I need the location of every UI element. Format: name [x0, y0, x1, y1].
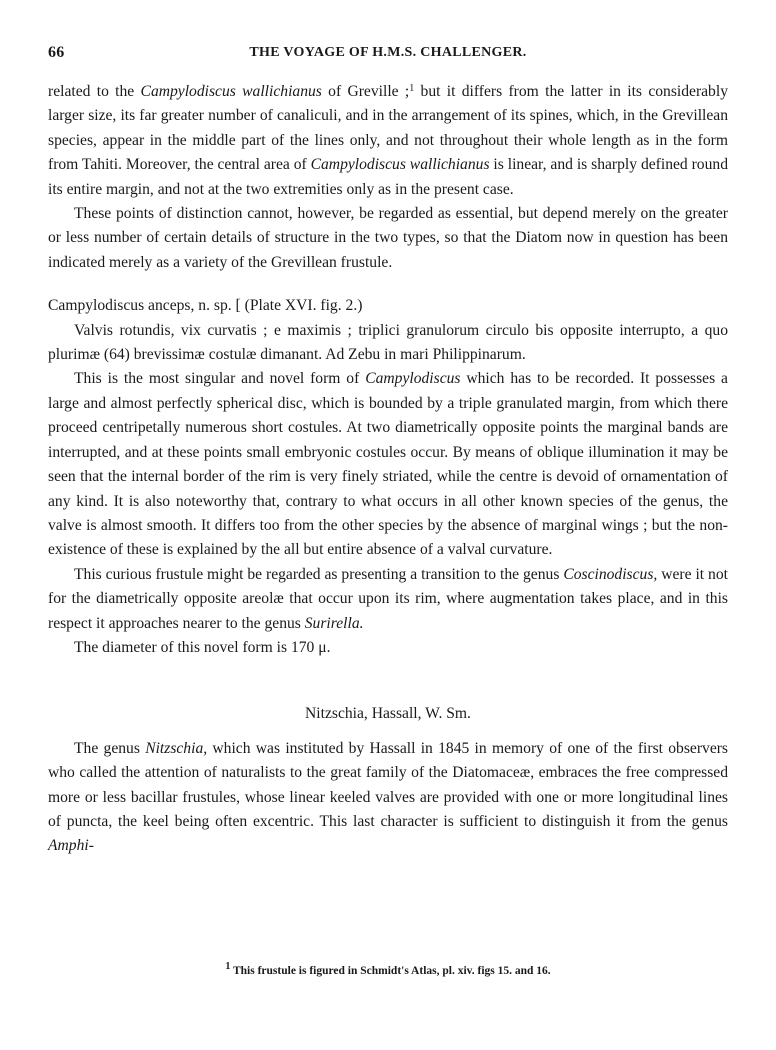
genus-name: Surirella.	[304, 614, 364, 632]
paragraph-transition	[48, 563, 728, 636]
genus-name: Coscinodiscus,	[563, 565, 658, 583]
text-run: is linear, and is sharply defined round its entire margin, and not at the two extremities only as in the present case.	[48, 156, 728, 198]
running-title: THE VOYAGE OF H.M.S. CHALLENGER.	[249, 45, 527, 60]
genus-heading: Nitzschia, Hassall, W. Sm.	[305, 705, 471, 723]
species-heading: Campylodiscus anceps, n. sp. [ (Plate XVI. fig. 2.)	[48, 297, 363, 315]
paragraph-distinction: These points of distinction cannot, however, be regarded as essential, but depend merely on the greater or less number of certain details of structure in the two types, so that the Diatom now in question has been indicated merely as a variety of the Grevillean frustule.	[48, 205, 728, 271]
text-run: This curious frustule might be regarded as presenting a transition to the genus	[74, 565, 564, 583]
text-run: which has to be recorded. It possesses a large and almost perfectly spherical disc, which is bounded by a triple granulated margin, from which there proceed centripetally numerous short costules. At two diametrically opposite points the marginal bands are interrupted, and at these points small embryonic costules occur. By means of oblique illumination it may be seen that the internal border of the rim is very finely striated, while the centre is devoid of ornamentation of any kind. It is also noteworthy that, contrary to what occurs in all other known species of the genus, the valve is almost smooth. It differs too from the other species by the absence of marginal wings ; but the non-existence of these is explained by the all but entire absence of a valval curvature.	[48, 370, 728, 559]
paragraph-diameter: The diameter of this novel form is 170 μ.	[74, 638, 331, 656]
footnote	[0, 961, 776, 977]
footnote-text: This frustule is figured in Schmidt's Atlas, pl. xiv. figs 15. and 16.	[230, 965, 551, 977]
paragraph-nitzschia	[48, 737, 728, 859]
footnote-mark: 1	[225, 961, 231, 972]
latin-diagnosis: Valvis rotundis, vix curvatis ; e maximis ; triplici granulorum circulo bis opposite interrupto, a quo plurimæ (64) brevissimæ costulæ dimanant. Ad Zebu in mari Philippinarum.	[48, 321, 728, 364]
species-name: Campylodiscus wallichianus	[140, 83, 322, 100]
text-run: This is the most singular and novel form of	[74, 370, 366, 388]
species-name: Campylodiscus wallichianus	[310, 156, 490, 174]
text-run: related to the	[48, 83, 141, 100]
text-run: of Greville ;	[321, 83, 410, 100]
text-run: which was instituted by Hassall in 1845 in memory of one of the first observers who called the attention of naturalists to the great family of the Diatomaceæ, embraces the free compressed more or less bacillar frustules, whose linear keeled valves are provided with one or more longitudinal lines of puncta, the keel being often excentric. This last character is sufficient to distinguish it from the genus	[48, 739, 729, 830]
genus-name: Amphi-	[48, 837, 94, 855]
text-run: The genus	[74, 739, 146, 757]
paragraph-description	[48, 367, 728, 562]
page-header	[48, 44, 728, 68]
genus-name: Nitzschia,	[145, 739, 208, 757]
footnote-ref: 1	[409, 83, 415, 94]
text-run: but it differs from the latter in its considerably larger size, its far greater number of canaliculi, and in the arrangement of its spines, which, in the Grevillean species, appear in the middle part of the lines only, and not throughout their whole length as in the form from Tahiti. Moreover, the central area of	[48, 83, 728, 174]
paragraph-continuation	[48, 80, 728, 202]
text-run: were it not for the diametrically opposite areolæ that occur upon its rim, where augmentation takes place, and in this respect it approaches nearer to the genus	[48, 565, 728, 632]
page-body	[48, 80, 728, 859]
genus-name: Campylodiscus	[365, 370, 461, 388]
page-number: 66	[48, 44, 65, 61]
